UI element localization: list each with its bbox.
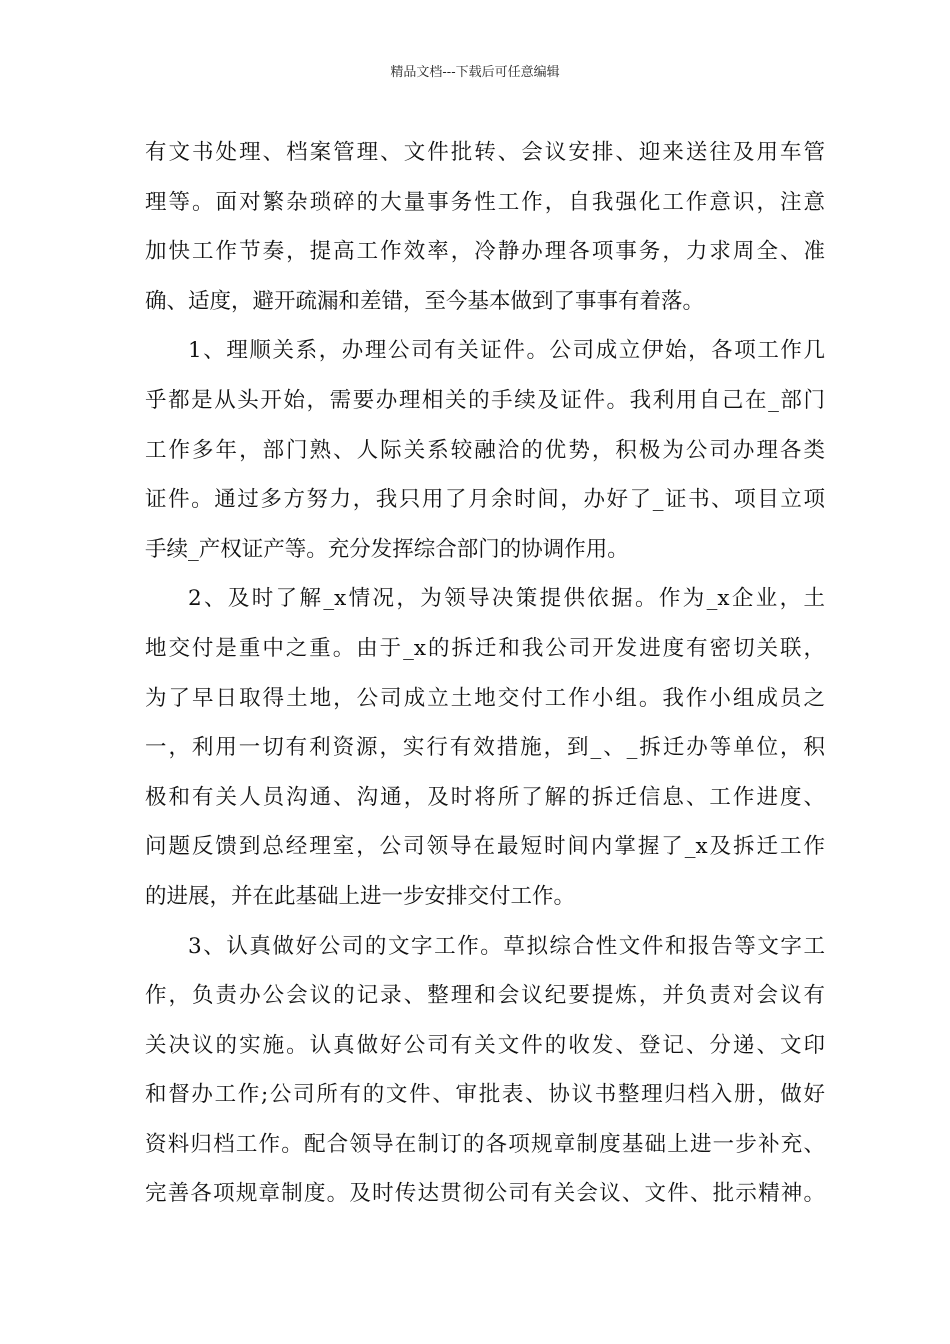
paragraph-2 bbox=[145, 326, 825, 574]
text-line: 加快工作节奏，提高工作效率，冷静办理各项事务，力求周全、准 bbox=[145, 239, 825, 265]
text-line: 地交付是重中之重。由于_x的拆迁和我公司开发进度有密切关联， bbox=[145, 635, 825, 661]
paragraph-4 bbox=[145, 922, 825, 1220]
text-line: 和督办工作;公司所有的文件、审批表、协议书整理归档入册，做好 bbox=[145, 1082, 825, 1108]
text-line: 1、理顺关系，办理公司有关证件。公司成立伊始，各项工作几 bbox=[188, 338, 825, 364]
text-line: 工作多年，部门熟、人际关系较融洽的优势，积极为公司办理各类 bbox=[145, 437, 825, 463]
paragraph-1 bbox=[145, 128, 825, 326]
text-line: 证件。通过多方努力，我只用了月余时间，办好了_证书、项目立项 bbox=[145, 487, 825, 513]
text-line: 为了早日取得土地，公司成立土地交付工作小组。我作小组成员之 bbox=[145, 685, 825, 711]
text-line: 的进展，并在此基础上进一步安排交付工作。 bbox=[145, 883, 576, 909]
page-header: 精品文档---下载后可任意编辑 bbox=[390, 65, 560, 80]
text-line: 完善各项规章制度。及时传达贯彻公司有关会议、文件、批示精神。 bbox=[145, 1181, 825, 1207]
text-line: 关决议的实施。认真做好公司有关文件的收发、登记、分递、文印 bbox=[145, 1032, 825, 1058]
text-line: 手续_产权证产等。充分发挥综合部门的协调作用。 bbox=[145, 536, 629, 562]
text-line: 资料归档工作。配合领导在制订的各项规章制度基础上进一步补充、 bbox=[145, 1131, 825, 1157]
document-body bbox=[145, 128, 825, 1219]
text-line: 一，利用一切有利资源，实行有效措施，到_、_拆迁办等单位，积 bbox=[145, 735, 825, 761]
text-line: 3、认真做好公司的文字工作。草拟综合性文件和报告等文字工 bbox=[188, 933, 825, 959]
text-line: 问题反馈到总经理室，公司领导在最短时间内掌握了_x及拆迁工作 bbox=[145, 834, 825, 860]
text-line: 作，负责办公会议的记录、整理和会议纪要提炼，并负责对会议有 bbox=[145, 983, 825, 1009]
text-line: 极和有关人员沟通、沟通，及时将所了解的拆迁信息、工作进度、 bbox=[145, 784, 825, 810]
text-line: 2、及时了解_x情况，为领导决策提供依据。作为_x企业，土 bbox=[188, 586, 825, 612]
text-line: 确、适度，避开疏漏和差错，至今基本做到了事事有着落。 bbox=[145, 288, 705, 314]
paragraph-3 bbox=[145, 574, 825, 921]
text-line: 理等。面对繁杂琐碎的大量事务性工作，自我强化工作意识，注意 bbox=[145, 189, 825, 215]
text-line: 有文书处理、档案管理、文件批转、会议安排、迎来送往及用车管 bbox=[145, 140, 825, 165]
text-line: 乎都是从头开始，需要办理相关的手续及证件。我利用自己在_部门 bbox=[145, 387, 825, 413]
